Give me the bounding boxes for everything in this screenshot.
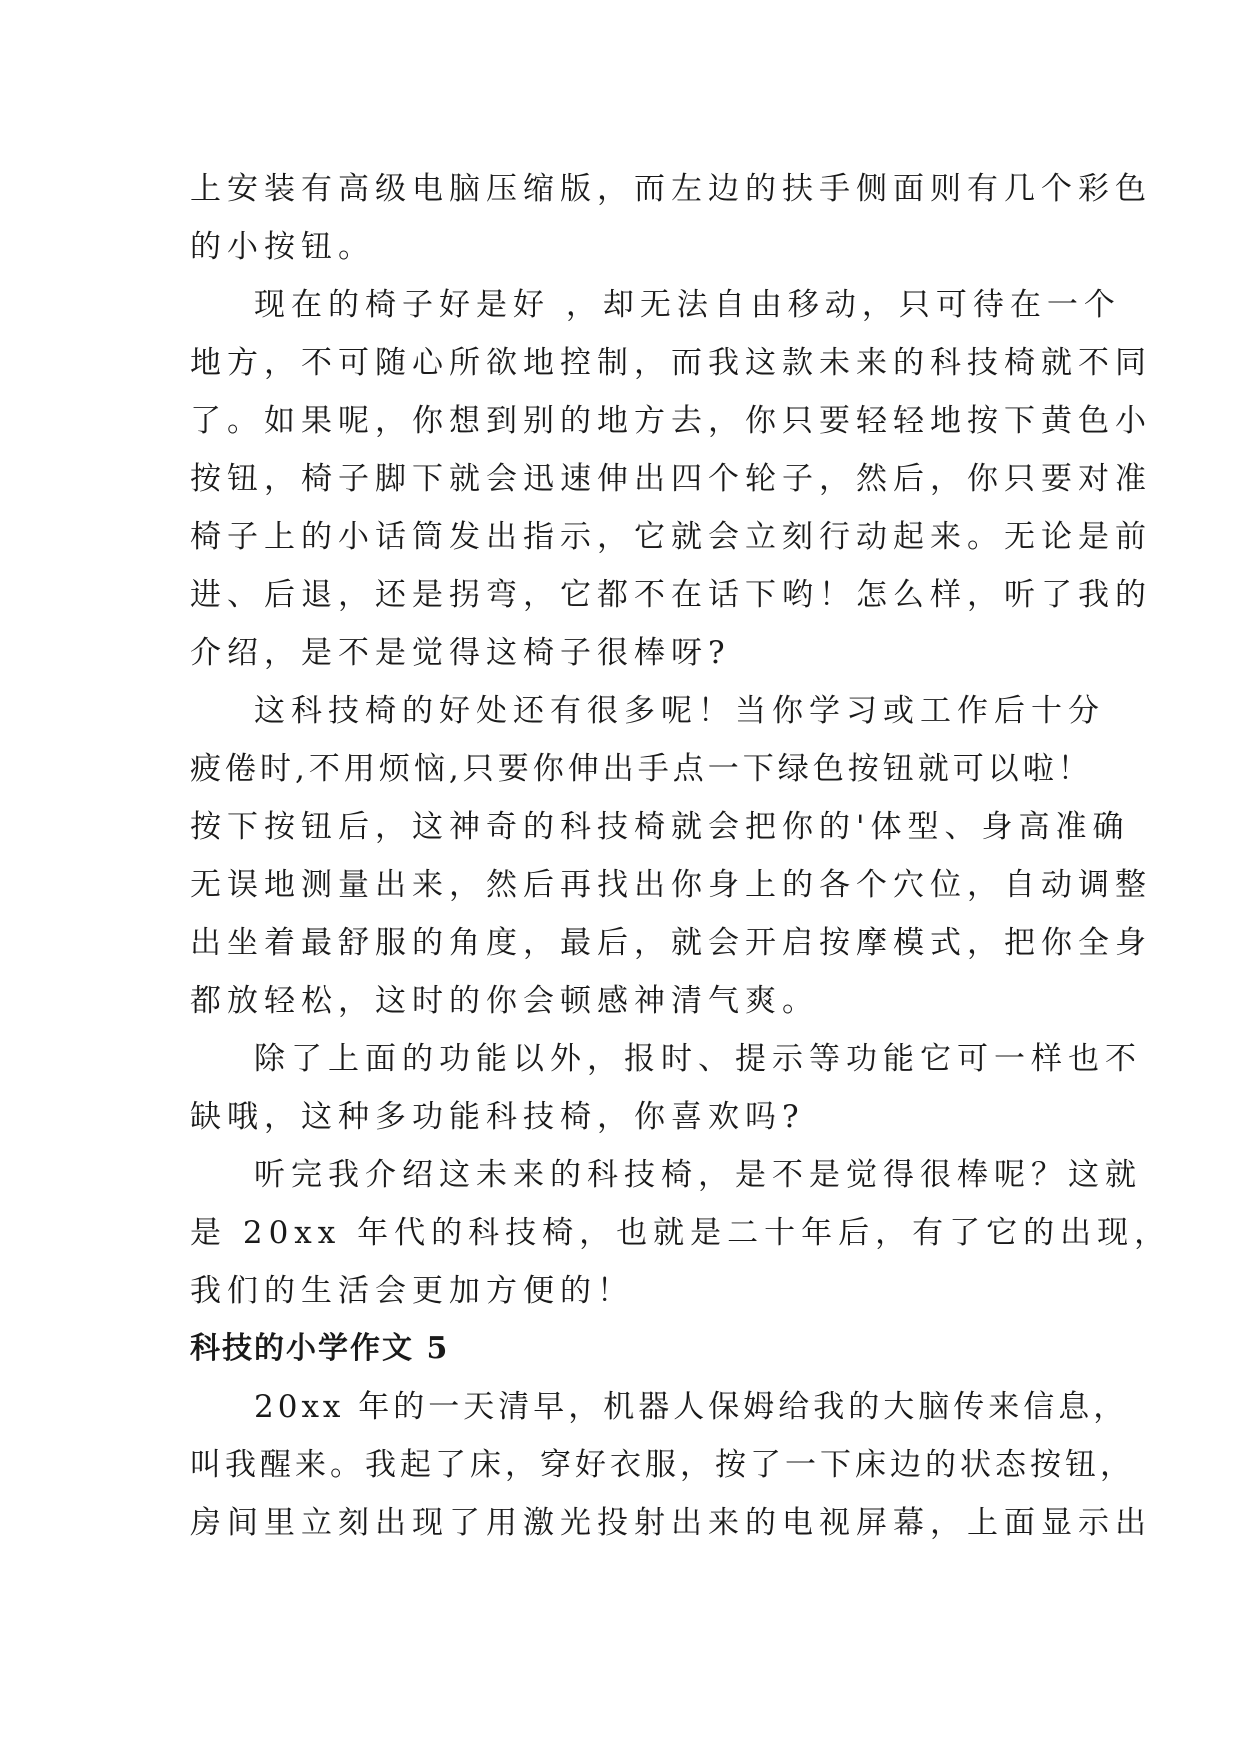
- paragraph-line: 无误地测量出来，然后再找出你身上的各个穴位，自动调整: [190, 867, 1152, 903]
- paragraph-line: 上安装有高级电脑压缩版，而左边的扶手侧面则有几个彩色: [190, 171, 1152, 207]
- paragraph-line: 了。如果呢，你想到别的地方去，你只要轻轻地按下黄色小: [190, 403, 1152, 439]
- paragraph-line: 介绍，是不是觉得这椅子很棒呀?: [190, 635, 731, 671]
- paragraph-line: 按下按钮后，这神奇的科技椅就会把你的'体型、身高准确: [190, 809, 1130, 845]
- paragraph-line: 进、后退，还是拐弯，它都不在话下哟！怎么样，听了我的: [190, 577, 1152, 613]
- paragraph-line: 出坐着最舒服的角度，最后，就会开启按摩模式，把你全身: [190, 925, 1152, 961]
- paragraph-line: 都放轻松，这时的你会顿感神清气爽。: [190, 983, 819, 1019]
- paragraph-line: 椅子上的小话筒发出指示，它就会立刻行动起来。无论是前: [190, 519, 1152, 555]
- paragraph-line: 这科技椅的好处还有很多呢！当你学习或工作后十分: [254, 693, 1105, 729]
- paragraph-line: 地方，不可随心所欲地控制，而我这款未来的科技椅就不同: [190, 345, 1152, 381]
- paragraph-5: [190, 1146, 1172, 1320]
- paragraph-4: [190, 1030, 1142, 1146]
- paragraph-line: 听完我介绍这未来的科技椅，是不是觉得很棒呢？这就: [254, 1157, 1142, 1193]
- section-heading: 科技的小学作文 5: [190, 1331, 450, 1366]
- paragraph-6: [190, 1378, 1152, 1552]
- paragraph-line: 疲倦时,不用烦恼,只要你伸出手点一下绿色按钮就可以啦！: [190, 751, 1093, 787]
- paragraph-line: 我们的生活会更加方便的！: [190, 1273, 634, 1309]
- paragraph-line: 除了上面的功能以外，报时、提示等功能它可一样也不: [254, 1041, 1142, 1077]
- paragraph-line: 20xx 年的一天清早，机器人保姆给我的大脑传来信息，: [254, 1389, 1129, 1425]
- paragraph-line: 的小按钮。: [190, 229, 375, 265]
- document-body: [190, 160, 1172, 1552]
- paragraph-2: [190, 276, 1152, 682]
- paragraph-line: 是 20xx 年代的科技椅，也就是二十年后，有了它的出现，: [190, 1215, 1172, 1251]
- paragraph-line: 按钮，椅子脚下就会迅速伸出四个轮子，然后，你只要对准: [190, 461, 1152, 497]
- paragraph-line: 现在的椅子好是好 ，却无法自由移动，只可待在一个: [254, 287, 1121, 323]
- paragraph-line: 缺哦，这种多功能科技椅，你喜欢吗?: [190, 1099, 805, 1135]
- paragraph-3: [190, 682, 1152, 1030]
- paragraph-line: 叫我醒来。我起了床，穿好衣服，按了一下床边的状态按钮，: [190, 1447, 1135, 1483]
- paragraph-line: 房间里立刻出现了用激光投射出来的电视屏幕，上面显示出: [190, 1505, 1152, 1541]
- paragraph-1: [190, 160, 1152, 276]
